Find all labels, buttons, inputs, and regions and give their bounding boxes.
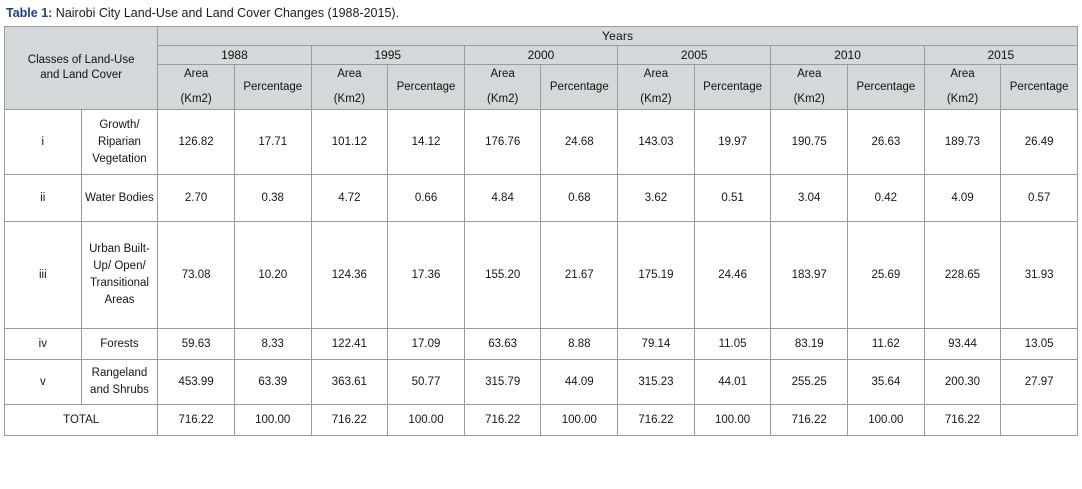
header-area-label: Area bbox=[490, 68, 515, 80]
caption-label: Table 1: bbox=[6, 6, 53, 20]
cell-area-2000: 155.20 bbox=[464, 222, 541, 329]
total-cell-6: 100.00 bbox=[541, 405, 618, 436]
cell-pct-2005: 44.01 bbox=[694, 360, 771, 405]
table-row-total bbox=[5, 405, 1078, 436]
cell-area-1995: 4.72 bbox=[311, 175, 388, 222]
table-row bbox=[5, 222, 1078, 329]
total-cell-8: 100.00 bbox=[694, 405, 771, 436]
header-row-years bbox=[5, 27, 1078, 46]
cell-area-2010: 83.19 bbox=[771, 329, 848, 360]
row-index: iv bbox=[5, 329, 82, 360]
header-pct-1995: Percentage bbox=[388, 65, 465, 110]
header-area-label: Area bbox=[950, 68, 975, 80]
header-area-label: Area bbox=[183, 68, 209, 80]
header-area-label: Area bbox=[643, 68, 669, 80]
cell-pct-2000: 21.67 bbox=[541, 222, 618, 329]
header-area-unit: (Km2) bbox=[640, 93, 672, 105]
cell-area-2000: 63.63 bbox=[464, 329, 541, 360]
land-use-table bbox=[4, 26, 1078, 436]
cell-area-2010: 190.75 bbox=[771, 110, 848, 175]
header-area-2010 bbox=[771, 65, 848, 110]
cell-area-1988: 59.63 bbox=[158, 329, 235, 360]
cell-pct-1988: 10.20 bbox=[234, 222, 311, 329]
cell-area-2010: 3.04 bbox=[771, 175, 848, 222]
cell-area-2005: 79.14 bbox=[618, 329, 695, 360]
cell-area-1988: 73.08 bbox=[158, 222, 235, 329]
cell-pct-1988: 0.38 bbox=[234, 175, 311, 222]
cell-area-2000: 176.76 bbox=[464, 110, 541, 175]
table-row bbox=[5, 110, 1078, 175]
cell-pct-2015: 13.05 bbox=[1001, 329, 1078, 360]
header-area-2015 bbox=[924, 65, 1001, 110]
cell-area-2000: 315.79 bbox=[464, 360, 541, 405]
cell-area-2005: 143.03 bbox=[618, 110, 695, 175]
header-year-2010: 2010 bbox=[771, 46, 924, 65]
header-area-unit: (Km2) bbox=[793, 93, 825, 105]
total-cell-3: 716.22 bbox=[311, 405, 388, 436]
total-cell-5: 716.22 bbox=[464, 405, 541, 436]
cell-pct-2005: 11.05 bbox=[694, 329, 771, 360]
total-label: TOTAL bbox=[5, 405, 158, 436]
cell-area-1995: 101.12 bbox=[311, 110, 388, 175]
cell-pct-1995: 50.77 bbox=[388, 360, 465, 405]
cell-pct-2015: 27.97 bbox=[1001, 360, 1078, 405]
table-head bbox=[5, 27, 1078, 110]
header-area-1995 bbox=[311, 65, 388, 110]
total-cell-9: 716.22 bbox=[771, 405, 848, 436]
cell-area-2015: 93.44 bbox=[924, 329, 1001, 360]
cell-area-2015: 200.30 bbox=[924, 360, 1001, 405]
cell-area-2015: 189.73 bbox=[924, 110, 1001, 175]
header-year-1988: 1988 bbox=[158, 46, 311, 65]
row-index: i bbox=[5, 110, 82, 175]
cell-pct-2000: 24.68 bbox=[541, 110, 618, 175]
cell-pct-1988: 17.71 bbox=[234, 110, 311, 175]
header-pct-2005: Percentage bbox=[694, 65, 771, 110]
total-cell-10: 100.00 bbox=[848, 405, 925, 436]
row-index: v bbox=[5, 360, 82, 405]
total-cell-7: 716.22 bbox=[618, 405, 695, 436]
cell-pct-2015: 26.49 bbox=[1001, 110, 1078, 175]
header-area-label: Area bbox=[337, 68, 362, 80]
cell-pct-1995: 14.12 bbox=[388, 110, 465, 175]
header-area-unit: (Km2) bbox=[487, 93, 519, 105]
cell-area-1988: 2.70 bbox=[158, 175, 235, 222]
header-pct-1988: Percentage bbox=[234, 65, 311, 110]
cell-area-1995: 363.61 bbox=[311, 360, 388, 405]
cell-pct-2015: 31.93 bbox=[1001, 222, 1078, 329]
cell-pct-2010: 11.62 bbox=[848, 329, 925, 360]
cell-pct-1995: 0.66 bbox=[388, 175, 465, 222]
cell-area-2000: 4.84 bbox=[464, 175, 541, 222]
cell-pct-1988: 63.39 bbox=[234, 360, 311, 405]
header-year-2000: 2000 bbox=[464, 46, 617, 65]
header-classes-line1: Classes of Land-Use bbox=[27, 54, 135, 66]
header-year-1995: 1995 bbox=[311, 46, 464, 65]
cell-area-2015: 4.09 bbox=[924, 175, 1001, 222]
cell-pct-2005: 24.46 bbox=[694, 222, 771, 329]
header-year-2005: 2005 bbox=[618, 46, 771, 65]
header-area-2000 bbox=[464, 65, 541, 110]
table-row bbox=[5, 175, 1078, 222]
cell-pct-2010: 35.64 bbox=[848, 360, 925, 405]
cell-pct-2010: 25.69 bbox=[848, 222, 925, 329]
header-classes-line2: and Land Cover bbox=[40, 69, 123, 81]
row-index: ii bbox=[5, 175, 82, 222]
cell-pct-2000: 8.88 bbox=[541, 329, 618, 360]
cell-pct-2005: 0.51 bbox=[694, 175, 771, 222]
header-classes bbox=[5, 27, 158, 110]
header-row-subcolumns bbox=[5, 65, 1078, 110]
cell-area-2005: 315.23 bbox=[618, 360, 695, 405]
header-pct-2015: Percentage bbox=[1001, 65, 1078, 110]
cell-area-2010: 183.97 bbox=[771, 222, 848, 329]
total-cell-1: 716.22 bbox=[158, 405, 235, 436]
row-class-name: Rangeland and Shrubs bbox=[81, 360, 158, 405]
header-pct-2000: Percentage bbox=[541, 65, 618, 110]
cell-area-1988: 126.82 bbox=[158, 110, 235, 175]
cell-pct-2005: 19.97 bbox=[694, 110, 771, 175]
cell-area-2005: 175.19 bbox=[618, 222, 695, 329]
header-row-year-labels bbox=[5, 46, 1078, 65]
cell-pct-2010: 26.63 bbox=[848, 110, 925, 175]
header-years: Years bbox=[158, 27, 1078, 46]
cell-area-2015: 228.65 bbox=[924, 222, 1001, 329]
cell-area-2010: 255.25 bbox=[771, 360, 848, 405]
cell-pct-2010: 0.42 bbox=[848, 175, 925, 222]
header-pct-2010: Percentage bbox=[848, 65, 925, 110]
cell-area-1995: 124.36 bbox=[311, 222, 388, 329]
header-area-unit: (Km2) bbox=[180, 93, 212, 105]
total-cell-2: 100.00 bbox=[234, 405, 311, 436]
total-cell-11: 716.22 bbox=[924, 405, 1001, 436]
cell-pct-1995: 17.09 bbox=[388, 329, 465, 360]
row-index: iii bbox=[5, 222, 82, 329]
cell-pct-1995: 17.36 bbox=[388, 222, 465, 329]
caption-text: Nairobi City Land-Use and Land Cover Changes (1988-2015). bbox=[52, 6, 400, 20]
table-body bbox=[5, 110, 1078, 436]
table-caption bbox=[6, 5, 1078, 21]
cell-pct-1988: 8.33 bbox=[234, 329, 311, 360]
header-area-1988 bbox=[158, 65, 235, 110]
header-area-unit: (Km2) bbox=[946, 93, 979, 105]
table-row bbox=[5, 360, 1078, 405]
row-class-name: Water Bodies bbox=[81, 175, 158, 222]
header-year-2015: 2015 bbox=[924, 46, 1077, 65]
cell-area-1988: 453.99 bbox=[158, 360, 235, 405]
cell-area-2005: 3.62 bbox=[618, 175, 695, 222]
row-class-name: Urban Built-Up/ Open/ Transitional Areas bbox=[81, 222, 158, 329]
header-area-2005 bbox=[618, 65, 695, 110]
cell-area-1995: 122.41 bbox=[311, 329, 388, 360]
total-cell-4: 100.00 bbox=[388, 405, 465, 436]
cell-pct-2000: 0.68 bbox=[541, 175, 618, 222]
row-class-name: Growth/ Riparian Vegetation bbox=[81, 110, 158, 175]
cell-pct-2000: 44.09 bbox=[541, 360, 618, 405]
header-area-unit: (Km2) bbox=[333, 93, 366, 105]
table-row bbox=[5, 329, 1078, 360]
header-area-label: Area bbox=[797, 68, 822, 80]
row-class-name: Forests bbox=[81, 329, 158, 360]
total-cell-12 bbox=[1001, 405, 1078, 436]
cell-pct-2015: 0.57 bbox=[1001, 175, 1078, 222]
